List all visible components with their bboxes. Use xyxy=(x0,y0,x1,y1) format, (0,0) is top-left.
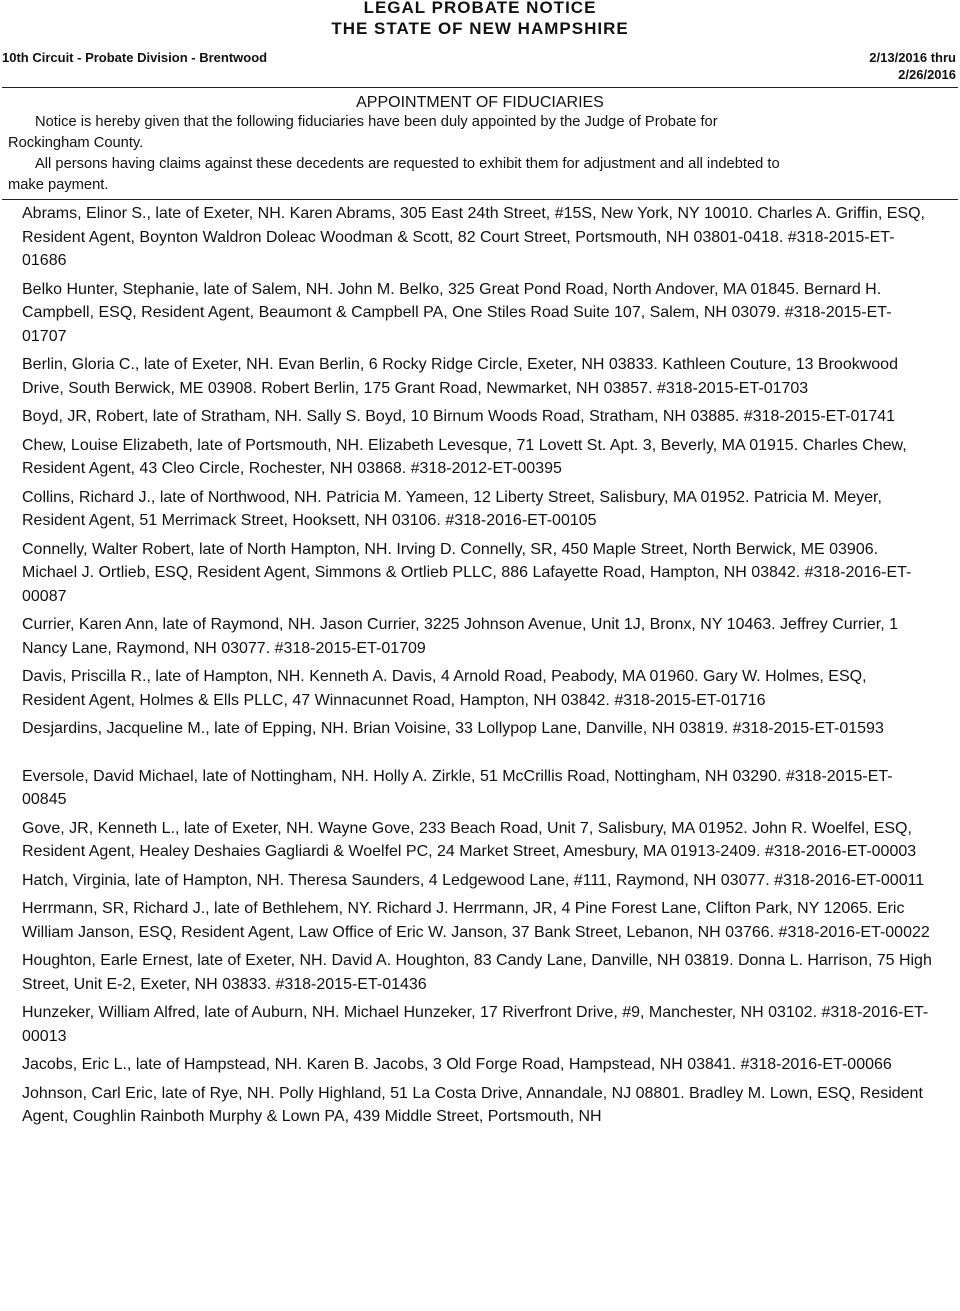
notice-title: LEGAL PROBATE NOTICE xyxy=(363,0,597,17)
notice-line: make payment. xyxy=(8,177,109,193)
notice-divider xyxy=(2,199,958,200)
notice-text xyxy=(0,112,960,196)
fiduciary-entry: Eversole, David Michael, late of Nottingham, NH. Holly A. Zirkle, 51 McCrillis Road, Nottingham, NH 03290. #318-2015-ET-00845 xyxy=(22,767,893,808)
date-range xyxy=(869,49,956,83)
fiduciary-entry: Hunzeker, William Alfred, late of Auburn, NH. Michael Hunzeker, 17 Riverfront Drive, #9, Manchester, NH 03102. #318-2016-ET-00013 xyxy=(22,1004,929,1045)
fiduciary-entry: Abrams, Elinor S., late of Exeter, NH. Karen Abrams, 305 East 24th Street, #15S, New York, NY 10010. Charles A. Griffin, ESQ, Resident Agent, Boynton Waldron Doleac Woodman & Scott, 82 Court Street, Portsmouth, NH 03801-0418. #318-2015-ET-01686 xyxy=(22,205,925,269)
notice-line: All persons having claims against these decedents are requested to exhibit them for adjustment and all indebted to xyxy=(35,156,780,172)
circuit-row xyxy=(0,49,960,83)
fiduciary-entry: Connelly, Walter Robert, late of North Hampton, NH. Irving D. Connelly, SR, 450 Maple Street, North Berwick, ME 03906. Michael J. Ortlieb, ESQ, Resident Agent, Simmons & Ortlieb PLLC, 886 Lafayette Road, Hampton, NH 03842. #318-2016-ET-00087 xyxy=(22,540,912,605)
fiduciary-entry: Collins, Richard J., late of Northwood, NH. Patricia M. Yameen, 12 Liberty Street, Salisbury, MA 01952. Patricia M. Meyer, Resident Agent, 51 Merrimack Street, Hooksett, NH 03106. #318-2016-ET-00105 xyxy=(22,488,882,529)
fiduciary-entry: Jacobs, Eric L., late of Hampstead, NH. Karen B. Jacobs, 3 Old Forge Road, Hampstead, NH 03841. #318-2016-ET-00066 xyxy=(22,1056,892,1073)
fiduciary-list xyxy=(0,202,960,1129)
notice-line: Notice is hereby given that the following fiduciaries have been duly appointed by the Judge of Probate for xyxy=(35,114,718,130)
fiduciary-entry: Hatch, Virginia, late of Hampton, NH. Theresa Saunders, 4 Ledgewood Lane, #111, Raymond, NH 03077. #318-2016-ET-00011 xyxy=(22,871,925,889)
fiduciary-entry: Belko Hunter, Stephanie, late of Salem, NH. John M. Belko, 325 Great Pond Road, North Andover, MA 01845. Bernard H. Campbell, ESQ, Resident Agent, Beaumont & Campbell PA, One Stiles Road Suite 107, Salem, NH 03079. #318-2015-ET-01707 xyxy=(22,280,892,345)
fiduciary-entry: Johnson, Carl Eric, late of Rye, NH. Polly Highland, 51 La Costa Drive, Annandale, NJ 08801. Bradley M. Lown, ESQ, Resident Agent, Coughlin Rainboth Murphy & Lown PA, 439 Middle Street, Portsmouth, NH xyxy=(22,1084,923,1125)
date-range-end: 2/26/2016 xyxy=(898,67,956,82)
fiduciary-entry: Houghton, Earle Ernest, late of Exeter, NH. David A. Houghton, 83 Candy Lane, Danville, NH 03819. Donna L. Harrison, 75 High Street, Unit E-2, Exeter, NH 03833. #318-2015-ET-01436 xyxy=(22,952,932,993)
notice-line: Rockingham County. xyxy=(8,135,144,151)
fiduciary-entry: Berlin, Gloria C., late of Exeter, NH. Evan Berlin, 6 Rocky Ridge Circle, Exeter, NH 03833. Kathleen Couture, 13 Brookwood Drive, South Berwick, ME 03908. Robert Berlin, 175 Grant Road, Newmarket, NH 03857. #318-2015-ET-01703 xyxy=(22,356,898,397)
fiduciary-entry: Currier, Karen Ann, late of Raymond, NH. Jason Currier, 3225 Johnson Avenue, Unit 1J, Bronx, NY 10463. Jeffrey Currier, 1 Nancy Lane, Raymond, NH 03077. #318-2015-ET-01709 xyxy=(22,616,899,657)
circuit-name: 10th Circuit - Probate Division - Brentwood xyxy=(2,50,268,65)
header-divider xyxy=(2,87,958,88)
fiduciary-entry: Davis, Priscilla R., late of Hampton, NH. Kenneth A. Davis, 4 Arnold Road, Peabody, MA 01960. Gary W. Holmes, ESQ, Resident Agent, Holmes & Ells PLLC, 47 Winnacunnet Road, Hampton, NH 03842. #318-2015-ET-01716 xyxy=(22,668,867,709)
fiduciary-entry: Herrmann, SR, Richard J., late of Bethlehem, NY. Richard J. Herrmann, JR, 4 Pine Forest Lane, Clifton Park, NY 12065. Eric William Janson, ESQ, Resident Agent, Law Office of Eric W. Janson, 37 Bank Street, Lebanon, NH 03766. #318-2016-ET-00022 xyxy=(22,900,930,941)
date-range-start: 2/13/2016 thru xyxy=(869,50,956,65)
fiduciary-entry: Desjardins, Jacqueline M., late of Epping, NH. Brian Voisine, 33 Lollypop Lane, Danville, NH 03819. #318-2015-ET-01593 xyxy=(22,720,884,737)
fiduciary-entry: Boyd, JR, Robert, late of Stratham, NH. Sally S. Boyd, 10 Birnum Woods Road, Stratham, NH 03885. #318-2015-ET-01741 xyxy=(22,408,896,425)
fiduciary-entry: Chew, Louise Elizabeth, late of Portsmouth, NH. Elizabeth Levesque, 71 Lovett St. Apt. 3, Beverly, MA 01915. Charles Chew, Resident Agent, 43 Cleo Circle, Rochester, NH 03868. #318-2012-ET-00395 xyxy=(22,436,907,477)
fiduciary-entry: Gove, JR, Kenneth L., late of Exeter, NH. Wayne Gove, 233 Beach Road, Unit 7, Salisbury, MA 01952. John R. Woelfel, ESQ, Resident Agent, Healey Deshaies Gagliardi & Woelfel PC, 24 Market Street, Amesbury, MA 01913-2409. #318-2016-ET-00003 xyxy=(22,819,917,860)
section-heading: APPOINTMENT OF FIDUCIARIES xyxy=(356,94,604,111)
state-title: THE STATE OF NEW HAMPSHIRE xyxy=(331,19,629,38)
